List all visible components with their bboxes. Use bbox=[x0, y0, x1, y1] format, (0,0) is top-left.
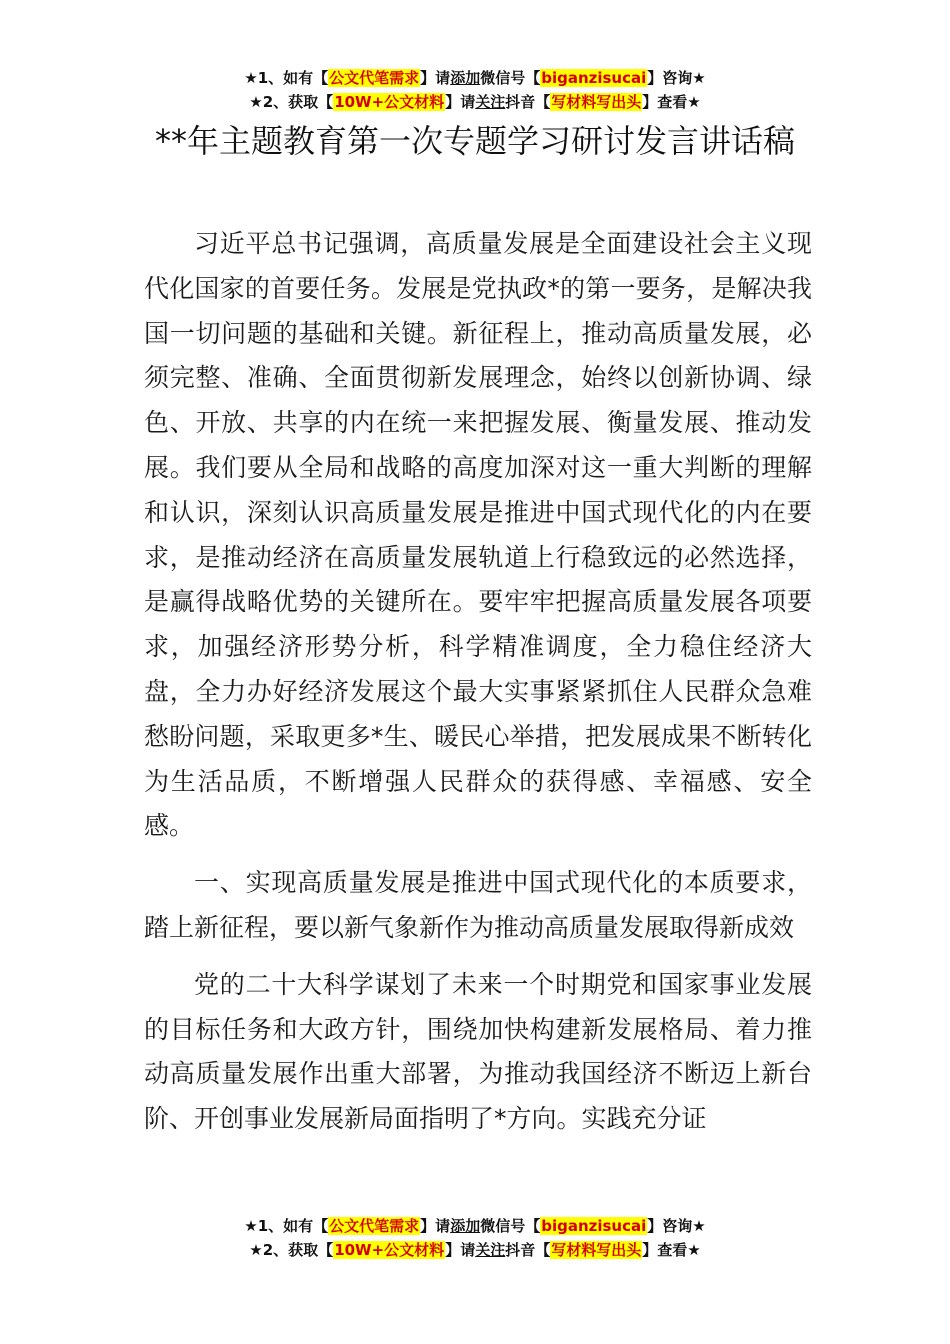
banner-text: 】咨询★ bbox=[647, 69, 706, 87]
banner-highlight: 写材料写出头 bbox=[551, 93, 642, 111]
banner-text: 】查看★ bbox=[642, 93, 701, 111]
banner-highlight: biganzisucai bbox=[541, 69, 647, 87]
section-heading: 一、实现高质量发展是推进中国式现代化的本质要求，踏上新征程，要以新气象新作为推动高质量发展取得新成效 bbox=[144, 868, 812, 942]
banner-text: 】咨询★ bbox=[647, 1217, 706, 1235]
banner-highlight: biganzisucai bbox=[541, 1217, 647, 1235]
banner-highlight: 公文代笔需求 bbox=[329, 69, 420, 87]
footer-banner bbox=[0, 1214, 950, 1262]
paragraph: 党的二十大科学谋划了未来一个时期党和国家事业发展的目标任务和大政方针，围绕加快构建新发展格局、着力推动高质量发展作出重大部署，为推动我国经济不断迈上新台阶、开创事业发展新局面指明了*方向。实践充分证 bbox=[144, 969, 812, 1134]
banner-text: ★2、获取【 bbox=[249, 1241, 334, 1259]
banner-text: 】请 bbox=[420, 69, 451, 87]
header-banner bbox=[0, 66, 950, 114]
banner-text: 抖音【 bbox=[505, 93, 551, 111]
banner-text: 抖音【 bbox=[505, 1241, 551, 1259]
banner-highlight: 写材料写出头 bbox=[551, 1241, 642, 1259]
banner-underline: 添加 bbox=[450, 69, 481, 87]
banner-highlight: 10W+公文材料 bbox=[334, 1241, 445, 1259]
banner-highlight: 公文代笔需求 bbox=[329, 1217, 420, 1235]
paragraph: 习近平总书记强调，高质量发展是全面建设社会主义现代化国家的首要任务。发展是党执政*的第一要务，是解决我国一切问题的基础和关键。新征程上，推动高质量发展，必须完整、准确、全面贯彻新发展理念，始终以创新协调、绿色、开放、共享的内在统一来把握发展、衡量发展、推动发展。我们要从全局和战略的高度加深对这一重大判断的理解和认识，深刻认识高质量发展是推进中国式现代化的内在要求，是推动经济在高质量发展轨道上行稳致远的必然选择，是赢得战略优势的关键所在。要牢牢把握高质量发展各项要求，加强经济形势分析，科学精准调度，全力稳住经济大盘，全力办好经济发展这个最大实事紧紧抓住人民群众急难愁盼问题，采取更多*生、暖民心举措，把发展成果不断转化为生活品质，不断增强人民群众的获得感、幸福感、安全感。 bbox=[144, 229, 812, 841]
banner-text: 微信号【 bbox=[480, 1217, 541, 1235]
banner-highlight: 10W+公文材料 bbox=[334, 93, 445, 111]
banner-text: 】请 bbox=[445, 93, 476, 111]
banner-underline: 添加 bbox=[450, 1217, 481, 1235]
banner-line-1 bbox=[0, 66, 950, 90]
banner-text: ★2、获取【 bbox=[249, 93, 334, 111]
banner-text: ★1、如有【 bbox=[244, 69, 329, 87]
document-title: **年主题教育第一次专题学习研讨发言讲话稿 bbox=[154, 122, 795, 160]
banner-line-2 bbox=[0, 1238, 950, 1262]
banner-line-2 bbox=[0, 90, 950, 114]
banner-text: ★1、如有【 bbox=[244, 1217, 329, 1235]
banner-underline: 关注 bbox=[475, 1241, 506, 1259]
document-body bbox=[144, 222, 812, 1154]
banner-underline: 关注 bbox=[475, 93, 506, 111]
banner-text: 】请 bbox=[445, 1241, 476, 1259]
banner-text: 微信号【 bbox=[480, 69, 541, 87]
banner-text: 】查看★ bbox=[642, 1241, 701, 1259]
banner-line-1 bbox=[0, 1214, 950, 1238]
banner-text: 】请 bbox=[420, 1217, 451, 1235]
